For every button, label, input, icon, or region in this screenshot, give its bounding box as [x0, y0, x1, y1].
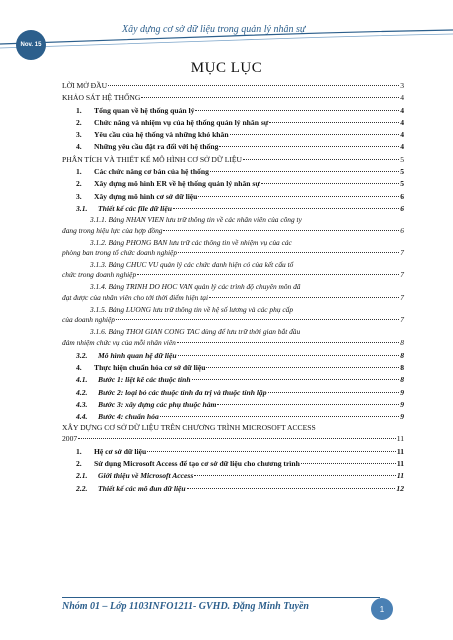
date-badge: Nov. 15 [16, 30, 46, 60]
toc-entry-text: 3.1.5. Bảng LUONG lưu trữ thông tin về hệ số lương và các phụ cấp [90, 304, 294, 314]
toc-entry[interactable] [62, 446, 404, 458]
toc-entry-text: Hệ cơ sở dữ liệu [94, 446, 147, 456]
toc-entry[interactable] [62, 470, 404, 482]
dot-leader [178, 252, 399, 253]
toc-entry[interactable] [62, 105, 404, 117]
toc-page-number: 11 [396, 471, 404, 481]
dot-leader [217, 404, 399, 405]
toc-entry[interactable] [62, 191, 404, 203]
toc-entry[interactable] [62, 92, 404, 104]
toc-entry[interactable] [62, 141, 404, 153]
toc-page-number: 3 [400, 81, 404, 90]
toc-entry[interactable] [62, 399, 404, 411]
toc-entry-number: 4. [76, 363, 82, 372]
toc-entry-label [76, 374, 191, 386]
toc-entry-text: Bước 2: loại bỏ các thuộc tính đa trị và thuộc tính lặp [98, 387, 267, 397]
toc-entry[interactable] [62, 80, 404, 92]
toc-entry-text: 3.1.2. Bảng PHONG BAN lưu trữ các thông tin về nhiệm vụ của các [90, 237, 292, 247]
toc-page-number: 11 [396, 459, 404, 469]
toc-entry-text: Sử dụng Microsoft Access để tạo cơ sở dữ liệu cho chương trình [94, 459, 300, 469]
toc-entry-text: 3.1.4. Bảng TRINH DO HOC VAN quản lý các trình độ chuyên môn đã [90, 282, 301, 292]
toc-page-number: 9 [400, 387, 404, 397]
toc-entry-number: 2. [76, 179, 82, 189]
toc-page-number: 6 [400, 203, 404, 213]
toc-entry[interactable] [62, 178, 404, 190]
toc-entry[interactable] [62, 327, 404, 348]
toc-entry-text: XÂY DỰNG CƠ SỞ DỮ LIỆU TRÊN CHƯƠNG TRÌNH MICROSOFT ACCESS [62, 423, 316, 433]
toc-page-number: 7 [400, 315, 404, 325]
toc-entry-label [76, 129, 229, 141]
toc-entry[interactable] [62, 215, 404, 236]
toc-entry[interactable] [62, 387, 404, 399]
toc-entry[interactable] [62, 166, 404, 178]
toc-entry-label [76, 399, 216, 411]
toc-page-number: 8 [400, 350, 404, 360]
toc-entry-number: 2.1. [76, 471, 88, 481]
toc-entry-label [76, 178, 260, 190]
toc-page-number: 12 [396, 483, 404, 493]
toc-entry-text-continued: phòng ban trong tổ chức doanh nghiệp [62, 248, 178, 258]
toc-entry-text: Những yêu cầu đặt ra đối với hệ thống [94, 142, 219, 152]
toc-entry-text: KHẢO SÁT HỆ THỐNG [62, 93, 141, 103]
toc-entry-label [76, 141, 218, 153]
dot-leader [206, 367, 399, 368]
toc-entry-text: Xây dựng mô hình ER về hệ thống quản lý nhân sự [94, 179, 260, 189]
dot-leader [163, 230, 399, 231]
dot-leader [141, 97, 399, 98]
toc-entry-label [76, 191, 197, 203]
toc-entry-label [62, 154, 242, 166]
dot-leader [243, 159, 399, 160]
toc-entry-number: 4.3. [76, 399, 88, 409]
toc-page-number: 11 [396, 446, 404, 456]
dot-leader [269, 122, 399, 123]
dot-leader [194, 475, 395, 476]
toc-entry-text-continued: đang trong hiệu lực của hợp đồng [62, 225, 163, 235]
toc-entry-text-continued: đảm nhiệm chức vụ của mỗi nhân viên [62, 337, 176, 347]
toc-entry[interactable] [62, 117, 404, 129]
toc-page-number: 11 [396, 433, 404, 443]
dot-leader [178, 355, 400, 356]
dot-leader [137, 274, 399, 275]
dot-leader [187, 488, 396, 489]
toc-entry[interactable] [62, 282, 404, 303]
toc-entry[interactable] [62, 305, 404, 326]
toc-entry[interactable] [62, 238, 404, 259]
toc-entry-label [76, 117, 268, 129]
toc-entry-text: 3.1.6. Bảng THOI GIAN CONG TAC dùng để lưu trữ thời gian bắt đầu [90, 327, 301, 337]
toc-page-number: 8 [400, 337, 404, 347]
toc-entry-label [76, 362, 205, 374]
dot-leader [198, 196, 399, 197]
toc-entry-number: 2. [76, 459, 82, 469]
dot-leader [301, 463, 396, 464]
dot-leader [116, 319, 399, 320]
toc-entry[interactable] [62, 203, 404, 215]
toc-entry-label [76, 105, 194, 117]
toc-entry-text: Các chức năng cơ bản của hệ thống [94, 167, 209, 177]
toc-entry-number: 3.2. [76, 350, 88, 360]
toc-entry-number: 4.4. [76, 412, 88, 422]
toc-entry-label [62, 80, 107, 92]
toc-entry-text: LỜI MỞ ĐẦU [62, 81, 108, 90]
dot-leader [268, 392, 400, 393]
header-title: Xây dựng cơ sở dữ liệu trong quản lý nhân sự [122, 24, 306, 35]
dot-leader [160, 416, 399, 417]
toc-page-number: 9 [400, 412, 404, 422]
toc-entry-text: Yêu cầu của hệ thống và những khó khăn [94, 130, 229, 140]
toc-entry[interactable] [62, 129, 404, 141]
dot-leader [173, 208, 399, 209]
toc-entry-text: Giới thiệu về Microsoft Access [98, 471, 194, 481]
dot-leader [108, 85, 399, 86]
toc-page-number: 4 [400, 117, 404, 127]
toc-page-number: 7 [400, 292, 404, 302]
dot-leader [210, 171, 399, 172]
toc-entry-text: Bước 4: chuẩn hóa [98, 412, 159, 422]
dot-leader [219, 146, 399, 147]
toc-entry-number: 4.2. [76, 387, 88, 397]
toc-entry-text-continued: 2007 [62, 433, 78, 443]
toc-page-number: 5 [400, 179, 404, 189]
toc-entry[interactable] [62, 260, 404, 281]
toc-page-number: 6 [400, 191, 404, 201]
toc-entry[interactable] [62, 362, 404, 374]
toc-entry-label [76, 411, 159, 423]
toc-entry-text: Xây dựng mô hình cơ sở dữ liệu [94, 191, 198, 201]
toc-entry-label [76, 483, 186, 495]
toc-entry-label [76, 166, 209, 178]
footer-divider [62, 597, 380, 598]
toc-entry[interactable] [62, 350, 404, 362]
toc-entry-text: Mô hình quan hệ dữ liệu [98, 350, 177, 360]
toc-entry-text: Chức năng và nhiệm vụ của hệ thống quản lý nhân sự [94, 117, 269, 127]
toc-entry-number: 3. [76, 130, 82, 140]
toc-entry-text: Thiết kế các file dữ liệu [98, 203, 172, 213]
toc-page-number: 8 [400, 363, 404, 372]
toc-entry[interactable] [62, 411, 404, 423]
footer-text: Nhóm 01 – Lớp 1103INFO1211- GVHD. Đặng Minh Tuyền [62, 601, 309, 612]
table-of-contents [62, 80, 404, 495]
toc-entry-text: PHÂN TÍCH VÀ THIẾT KẾ MÔ HÌNH CƠ SỞ DỮ LIỆU [62, 154, 242, 164]
toc-entry-text-continued: của doanh nghiệp [62, 315, 115, 325]
toc-entry[interactable] [62, 154, 404, 166]
toc-entry-text-continued: đạt được của nhân viên cho tới thời điểm hiện tại [62, 292, 208, 302]
toc-entry-number: 1. [76, 105, 82, 115]
toc-entry-text: 3.1.3. Bảng CHUC VU quản lý các chức danh hiện có của kết cấu tổ [90, 260, 294, 270]
toc-page-number: 4 [400, 93, 404, 103]
toc-entry-number: 2.2. [76, 483, 88, 493]
toc-entry-label [76, 458, 300, 470]
toc-page-number: 8 [400, 375, 404, 385]
dot-leader [209, 297, 399, 298]
toc-entry[interactable] [62, 374, 404, 386]
toc-entry-number: 3.1. [76, 203, 88, 213]
toc-entry-label [76, 350, 177, 362]
toc-entry[interactable] [62, 423, 404, 444]
dot-leader [230, 134, 400, 135]
toc-page-number: 9 [400, 399, 404, 409]
toc-entry-label [76, 387, 267, 399]
toc-entry-label [62, 92, 140, 104]
toc-heading: MỤC LỤC [190, 60, 263, 76]
toc-entry-label [76, 470, 193, 482]
toc-entry-text: Bước 1: liệt kê các thuộc tính [98, 375, 191, 385]
toc-entry-number: 2. [76, 117, 82, 127]
toc-page-number: 4 [400, 130, 404, 140]
dot-leader [147, 451, 396, 452]
toc-entry[interactable] [62, 483, 404, 495]
toc-page-number: 4 [400, 105, 404, 115]
toc-page-number: 6 [400, 225, 404, 235]
dot-leader [192, 379, 400, 380]
toc-entry-text-continued: chức trong doanh nghiệp [62, 270, 137, 280]
toc-page-number: 7 [400, 248, 404, 258]
toc-page-number: 7 [400, 270, 404, 280]
toc-entry-text: 3.1.1. Bảng NHAN VIEN lưu trữ thông tin về các nhân viên của công ty [90, 215, 302, 225]
dot-leader [261, 183, 399, 184]
page-number-badge: 1 [371, 598, 393, 620]
toc-entry[interactable] [62, 458, 404, 470]
toc-entry-text: Bước 3: xây dựng các phụ thuộc hàm [98, 399, 217, 409]
dot-leader [195, 110, 399, 111]
toc-entry-text: Tổng quan về hệ thống quản lý [94, 105, 195, 115]
toc-entry-label [76, 446, 146, 458]
toc-entry-text: Thiết kế các mô đun dữ liệu [98, 483, 186, 493]
toc-entry-number: 4. [76, 142, 82, 152]
dot-leader [78, 438, 396, 439]
toc-entry-text: Thực hiện chuẩn hóa cơ sở dữ liệu [94, 363, 206, 372]
dot-leader [177, 342, 399, 343]
toc-entry-number: 1. [76, 167, 82, 177]
toc-page-number: 5 [400, 167, 404, 177]
toc-page-number: 4 [400, 142, 404, 152]
toc-page-number: 5 [400, 154, 404, 164]
toc-entry-label [76, 203, 172, 215]
toc-entry-number: 4.1. [76, 375, 88, 385]
toc-entry-number: 1. [76, 446, 82, 456]
toc-entry-number: 3. [76, 191, 82, 201]
